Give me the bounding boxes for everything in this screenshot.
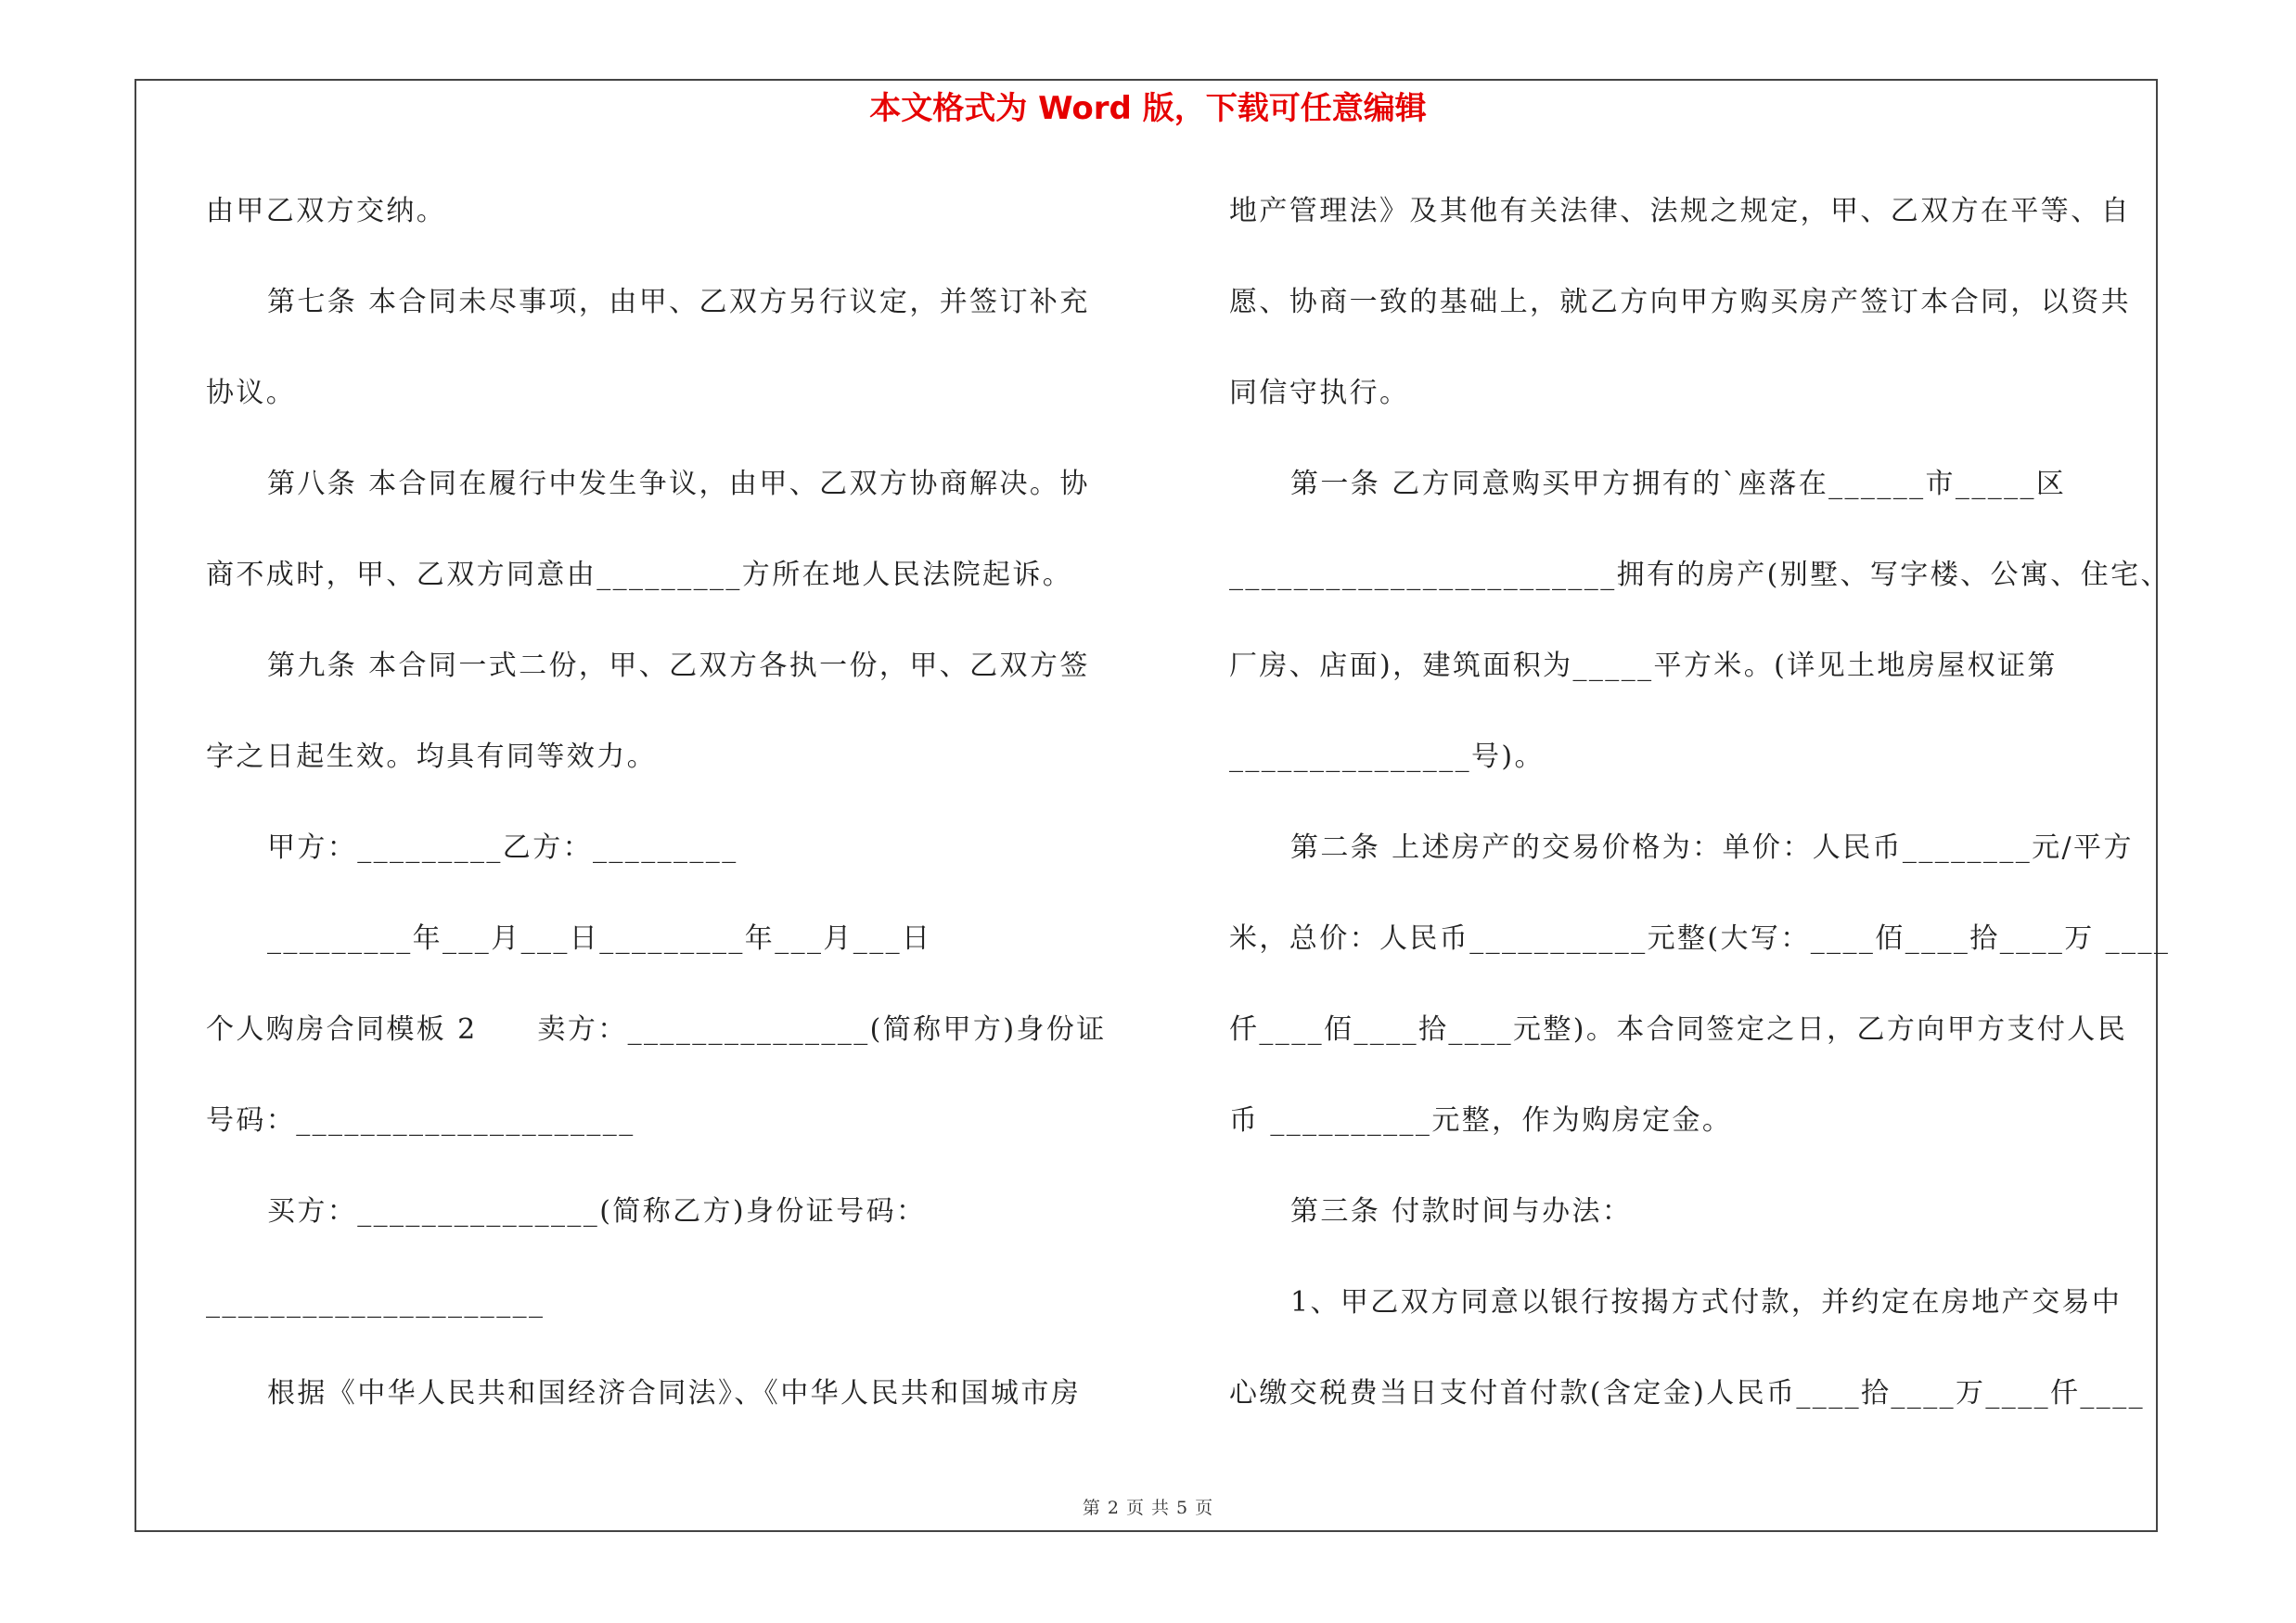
text-line: 同信守执行。 xyxy=(1229,377,1410,409)
text-line: 心缴交税费当日支付首付款(含定金)人民币____拾____万____仟____ xyxy=(1229,1377,2146,1410)
text-line: 第八条 本合同在履行中发生争议，由甲、乙双方协商解决。协 xyxy=(267,468,1090,500)
text-line: 第九条 本合同一式二份，甲、乙双方各执一份，甲、乙双方签 xyxy=(267,650,1090,682)
text-line: _______________号)。 xyxy=(1229,741,1545,773)
text-line: 米，总价：人民币___________元整(大写：____佰____拾____万 ____ xyxy=(1229,922,2171,955)
text-line: 第二条 上述房产的交易价格为：单价：人民币________元/平方 xyxy=(1290,831,2134,864)
text-line: 币 __________元整，作为购房定金。 xyxy=(1229,1104,1733,1137)
text-line: 第三条 付款时间与办法： xyxy=(1290,1195,1633,1228)
text-line: 仟____佰____拾____元整)。本合同签定之日，乙方向甲方支付人民 xyxy=(1229,1013,2128,1046)
right-text-column xyxy=(1229,186,2175,1459)
text-line: 厂房、店面)，建筑面积为_____平方米。(详见土地房屋权证第 xyxy=(1229,650,2058,682)
text-line: 地产管理法》及其他有关法律、法规之规定，甲、乙双方在平等、自 xyxy=(1229,195,2131,227)
text-line: ________________________拥有的房产(别墅、写字楼、公寓、住宅、 xyxy=(1229,559,2171,591)
text-line: 第一条 乙方同意购买甲方拥有的`座落在______市_____区 xyxy=(1290,468,2067,500)
text-line: 买方：_______________(简称乙方)身份证号码： xyxy=(267,1195,927,1228)
text-line: 1、甲乙双方同意以银行按揭方式付款，并约定在房地产交易中 xyxy=(1290,1286,2123,1319)
text-line: 商不成时，甲、乙双方同意由_________方所在地人民法院起诉。 xyxy=(206,559,1073,591)
left-text-column xyxy=(206,186,1134,1459)
text-line: 字之日起生效。均具有同等效力。 xyxy=(206,741,657,773)
text-line: 由甲乙双方交纳。 xyxy=(206,195,447,227)
text-line: 第七条 本合同未尽事项，由甲、乙双方另行议定，并签订补充 xyxy=(267,286,1090,318)
contract-title-line: 个人购房合同模板 2 卖方：_______________(简称甲方)身份证 xyxy=(206,1013,1107,1046)
signature-line: 甲方：_________乙方：_________ xyxy=(267,831,738,864)
page-number-footer: 第 2 页 共 5 页 xyxy=(1082,1498,1214,1518)
format-notice-banner: 本文格式为 Word 版，下载可任意编辑 xyxy=(869,90,1427,127)
text-line: 号码：_____________________ xyxy=(206,1104,635,1137)
text-line: 愿、协商一致的基础上，就乙方向甲方购买房产签订本合同，以资共 xyxy=(1229,286,2131,318)
text-line: _____________________ xyxy=(206,1286,545,1319)
text-line: 协议。 xyxy=(206,377,297,409)
date-line: _________年___月___日_________年___月___日 xyxy=(267,922,932,955)
text-line: 根据《中华人民共和国经济合同法》、《中华人民共和国城市房 xyxy=(267,1377,1082,1410)
